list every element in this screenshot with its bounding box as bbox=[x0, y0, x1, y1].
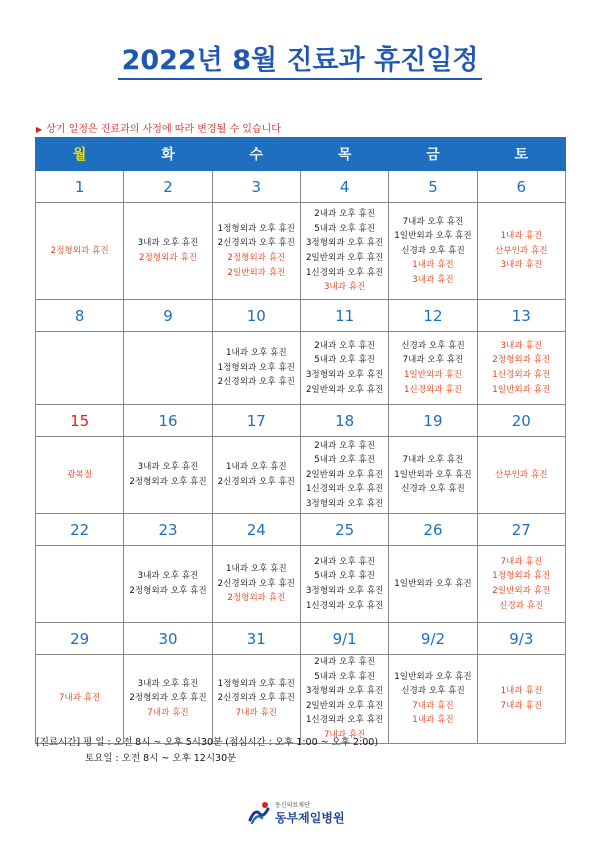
closure-cell bbox=[124, 546, 212, 623]
closure-entry: 1신경외과 휴진 bbox=[492, 370, 551, 380]
closure-entry: 1정형외과 오후 휴진 bbox=[217, 223, 295, 234]
closure-cell bbox=[36, 203, 124, 300]
closure-entry: 5내과 오후 휴진 bbox=[314, 223, 376, 234]
hours-saturday-line bbox=[36, 751, 378, 767]
closure-entry: 1일반외과 오후 휴진 bbox=[394, 671, 472, 682]
closure-entry: 2신경외과 오후 휴진 bbox=[217, 238, 295, 249]
closure-entry: 2정형외과 오후 휴진 bbox=[129, 693, 207, 704]
date-cell: 24 bbox=[212, 514, 300, 546]
closure-row bbox=[36, 332, 566, 405]
closure-entry: 3정형외과 오후 휴진 bbox=[305, 370, 384, 380]
weekday-tue: 화 bbox=[124, 138, 212, 171]
closure-entry: 1내과 휴진 bbox=[500, 686, 542, 697]
closure-entry: 7내과 오후 휴진 bbox=[402, 216, 464, 227]
hours-weekday-label: 평 일 : bbox=[83, 737, 111, 748]
closure-entry: 1정형외과 휴진 bbox=[492, 571, 551, 582]
date-cell: 26 bbox=[389, 514, 477, 546]
closure-row bbox=[36, 655, 566, 744]
closure-row bbox=[36, 546, 566, 623]
closure-entry: 7내과 휴진 bbox=[147, 708, 189, 719]
closure-entry: 1일반외과 오후 휴진 bbox=[394, 231, 472, 242]
closure-entry: 3내과 휴진 bbox=[412, 274, 454, 285]
date-cell: 19 bbox=[389, 405, 477, 437]
triangle-icon: ▶ bbox=[36, 125, 43, 134]
closure-cell bbox=[477, 203, 565, 300]
closure-cell bbox=[36, 332, 124, 405]
closure-cell bbox=[477, 437, 565, 514]
closure-entry: 2일반외과 오후 휴진 bbox=[305, 700, 384, 711]
closure-cell bbox=[389, 655, 477, 744]
date-cell: 31 bbox=[212, 623, 300, 655]
closure-entry: 1정형외과 오후 휴진 bbox=[217, 362, 295, 373]
closure-entry: 1신경외과 오후 휴진 bbox=[305, 267, 384, 278]
closure-entry: 3정형외과 오후 휴진 bbox=[305, 238, 384, 249]
closure-entry: 신경과 오후 휴진 bbox=[401, 245, 465, 256]
date-cell: 11 bbox=[300, 300, 388, 332]
date-cell: 22 bbox=[36, 514, 124, 546]
date-cell: 20 bbox=[477, 405, 565, 437]
weekday-fri: 금 bbox=[389, 138, 477, 171]
closure-entry: 2내과 오후 휴진 bbox=[314, 556, 376, 567]
closure-entry: 1내과 휴진 bbox=[412, 715, 454, 726]
title-underline bbox=[118, 78, 482, 80]
closure-entry: 2신경외과 오후 휴진 bbox=[217, 693, 295, 704]
closure-cell bbox=[36, 655, 124, 744]
date-cell: 9/2 bbox=[389, 623, 477, 655]
closure-row bbox=[36, 203, 566, 300]
closure-entry: 1신경외과 오후 휴진 bbox=[305, 600, 384, 611]
date-cell: 30 bbox=[124, 623, 212, 655]
closure-entry: 1일반외과 휴진 bbox=[492, 384, 551, 395]
closure-entry: 2일반외과 휴진 bbox=[227, 267, 286, 278]
closure-entry: 3내과 오후 휴진 bbox=[137, 571, 199, 582]
clinic-hours bbox=[36, 735, 378, 767]
hours-weekday-value: 오전 8시 ~ 오후 5시30분 (점심시간 : 오후 1:00 ~ 오후 2:00) bbox=[113, 737, 379, 748]
closure-cell bbox=[477, 655, 565, 744]
weekday-header-row bbox=[36, 138, 566, 171]
date-row bbox=[36, 300, 566, 332]
closure-entry: 1내과 휴진 bbox=[500, 231, 542, 242]
date-cell: 12 bbox=[389, 300, 477, 332]
closure-cell bbox=[212, 203, 300, 300]
closure-entry: 산부인과 휴진 bbox=[495, 245, 548, 256]
hours-label: [진료시간] bbox=[36, 737, 81, 748]
closure-cell bbox=[124, 655, 212, 744]
closure-entry: 2정형외과 휴진 bbox=[50, 245, 109, 256]
closure-entry: 3내과 오후 휴진 bbox=[137, 238, 199, 249]
closure-cell bbox=[300, 203, 388, 300]
date-cell: 6 bbox=[477, 171, 565, 203]
closure-entry: 1일반외과 오후 휴진 bbox=[394, 578, 472, 589]
date-cell: 29 bbox=[36, 623, 124, 655]
closure-entry: 7내과 휴진 bbox=[323, 729, 366, 740]
closure-cell bbox=[36, 437, 124, 514]
closure-entry: 7내과 휴진 bbox=[500, 556, 542, 567]
closure-entry: 2내과 오후 휴진 bbox=[314, 340, 376, 351]
closure-entry: 2신경외과 오후 휴진 bbox=[217, 477, 295, 487]
closure-entry: 1내과 오후 휴진 bbox=[225, 462, 287, 473]
closure-entry: 2내과 오후 휴진 bbox=[314, 440, 376, 451]
closure-entry: 3내과 오후 휴진 bbox=[137, 678, 199, 689]
closure-entry: 1일반외과 오후 휴진 bbox=[394, 469, 472, 480]
date-cell: 9 bbox=[124, 300, 212, 332]
closure-calendar bbox=[35, 137, 566, 744]
date-cell: 8 bbox=[36, 300, 124, 332]
date-cell: 2 bbox=[124, 171, 212, 203]
closure-entry: 1신경외과 오후 휴진 bbox=[305, 484, 384, 495]
closure-entry: 3정형외과 오후 휴진 bbox=[305, 686, 384, 697]
closure-entry: 신경과 오후 휴진 bbox=[401, 340, 465, 351]
closure-entry: 7내과 휴진 bbox=[412, 700, 454, 711]
closure-cell bbox=[389, 203, 477, 300]
change-notice bbox=[36, 120, 281, 135]
weekday-wed: 수 bbox=[212, 138, 300, 171]
closure-cell bbox=[389, 332, 477, 405]
date-cell: 5 bbox=[389, 171, 477, 203]
date-cell: 1 bbox=[36, 171, 124, 203]
closure-entry: 1내과 휴진 bbox=[412, 260, 454, 271]
closure-entry: 2신경외과 오후 휴진 bbox=[217, 578, 295, 589]
closure-entry: 1내과 오후 휴진 bbox=[225, 348, 287, 359]
closure-entry: 2신경외과 오후 휴진 bbox=[217, 377, 295, 388]
date-cell: 15 bbox=[36, 405, 124, 437]
weekday-thu: 목 bbox=[300, 138, 388, 171]
page-title: 2022년 8월 진료과 휴진일정 bbox=[121, 45, 479, 76]
date-cell: 4 bbox=[300, 171, 388, 203]
closure-entry: 1신경외과 오후 휴진 bbox=[305, 715, 384, 726]
closure-entry: 2일반외과 오후 휴진 bbox=[305, 253, 384, 263]
date-cell: 23 bbox=[124, 514, 212, 546]
date-row bbox=[36, 405, 566, 437]
closure-entry: 1일반외과 휴진 bbox=[403, 370, 462, 380]
closure-entry: 7내과 오후 휴진 bbox=[402, 355, 464, 366]
hours-saturday-label: 토요일 : bbox=[85, 753, 119, 764]
closure-entry: 산부인과 휴진 bbox=[495, 469, 548, 480]
closure-row bbox=[36, 437, 566, 514]
closure-entry: 2정형외과 휴진 bbox=[492, 355, 551, 366]
closure-cell bbox=[300, 332, 388, 405]
closure-cell bbox=[124, 332, 212, 405]
date-cell: 9/3 bbox=[477, 623, 565, 655]
hours-saturday-value: 오전 8시 ~ 오후 12시30분 bbox=[121, 753, 237, 764]
closure-entry: 2정형외과 휴진 bbox=[227, 253, 286, 263]
closure-cell bbox=[477, 546, 565, 623]
date-cell: 17 bbox=[212, 405, 300, 437]
closure-cell bbox=[124, 203, 212, 300]
date-row bbox=[36, 171, 566, 203]
hospital-logo bbox=[248, 798, 368, 828]
closure-cell bbox=[212, 332, 300, 405]
date-cell: 16 bbox=[124, 405, 212, 437]
closure-entry: 2일반외과 오후 휴진 bbox=[305, 384, 384, 395]
weekday-sat: 토 bbox=[477, 138, 565, 171]
closure-cell bbox=[389, 437, 477, 514]
closure-entry: 3정형외과 오후 휴진 bbox=[305, 498, 384, 509]
date-cell: 25 bbox=[300, 514, 388, 546]
date-row bbox=[36, 514, 566, 546]
closure-cell bbox=[300, 437, 388, 514]
closure-cell bbox=[36, 546, 124, 623]
date-row bbox=[36, 623, 566, 655]
weekday-mon: 월 bbox=[36, 138, 124, 171]
date-cell: 18 bbox=[300, 405, 388, 437]
closure-entry: 5내과 오후 휴진 bbox=[314, 671, 376, 682]
closure-entry: 7내과 휴진 bbox=[235, 708, 278, 719]
closure-entry: 3내과 휴진 bbox=[500, 340, 542, 351]
closure-entry: 5내과 오후 휴진 bbox=[314, 455, 376, 466]
closure-cell bbox=[389, 546, 477, 623]
date-cell: 10 bbox=[212, 300, 300, 332]
closure-cell bbox=[212, 437, 300, 514]
date-cell: 9/1 bbox=[300, 623, 388, 655]
closure-entry: 5내과 오후 휴진 bbox=[314, 355, 376, 366]
closure-entry: 7내과 휴진 bbox=[500, 700, 542, 711]
closure-entry: 신경과 휴진 bbox=[499, 600, 544, 611]
closure-cell bbox=[300, 546, 388, 623]
closure-entry: 3내과 휴진 bbox=[500, 260, 542, 271]
closure-entry: 1신경외과 휴진 bbox=[403, 384, 462, 395]
hours-weekday-line bbox=[36, 735, 378, 751]
logo-name: 동부제일병원 bbox=[275, 811, 345, 825]
closure-entry: 2일반외과 오후 휴진 bbox=[305, 469, 384, 480]
date-cell: 3 bbox=[212, 171, 300, 203]
closure-entry: 7내과 휴진 bbox=[58, 693, 101, 704]
closure-entry: 7내과 오후 휴진 bbox=[402, 455, 464, 466]
closure-entry: 2정형외과 오후 휴진 bbox=[129, 477, 207, 487]
calendar-body bbox=[36, 171, 566, 744]
closure-entry: 신경과 오후 휴진 bbox=[401, 686, 465, 697]
closure-entry: 2내과 오후 휴진 bbox=[314, 657, 376, 667]
notice-text: 상기 일정은 진료과의 사정에 따라 변경될 수 있습니다 bbox=[46, 124, 281, 135]
closure-entry: 3내과 오후 휴진 bbox=[137, 462, 199, 473]
closure-entry: 3정형외과 오후 휴진 bbox=[305, 586, 384, 596]
closure-entry: 광복절 bbox=[67, 469, 93, 480]
closure-entry: 2내과 오후 휴진 bbox=[314, 209, 376, 220]
closure-cell bbox=[300, 655, 388, 744]
date-cell: 13 bbox=[477, 300, 565, 332]
closure-entry: 신경과 오후 휴진 bbox=[401, 484, 465, 495]
logo-subtitle: 동신의료재단 bbox=[275, 802, 310, 809]
closure-entry: 3내과 휴진 bbox=[323, 282, 366, 293]
closure-entry: 2정형외과 휴진 bbox=[227, 593, 286, 604]
closure-entry: 1내과 오후 휴진 bbox=[225, 564, 287, 575]
closure-cell bbox=[477, 332, 565, 405]
closure-entry: 1정형외과 오후 휴진 bbox=[217, 678, 295, 689]
closure-entry: 2정형외과 오후 휴진 bbox=[129, 586, 207, 596]
date-cell: 27 bbox=[477, 514, 565, 546]
closure-cell bbox=[212, 546, 300, 623]
closure-cell bbox=[212, 655, 300, 744]
closure-entry: 2일반외과 휴진 bbox=[492, 586, 551, 596]
closure-entry: 5내과 오후 휴진 bbox=[314, 571, 376, 582]
hospital-logo-icon bbox=[248, 800, 272, 824]
closure-cell bbox=[124, 437, 212, 514]
closure-entry: 2정형외과 휴진 bbox=[138, 253, 197, 263]
